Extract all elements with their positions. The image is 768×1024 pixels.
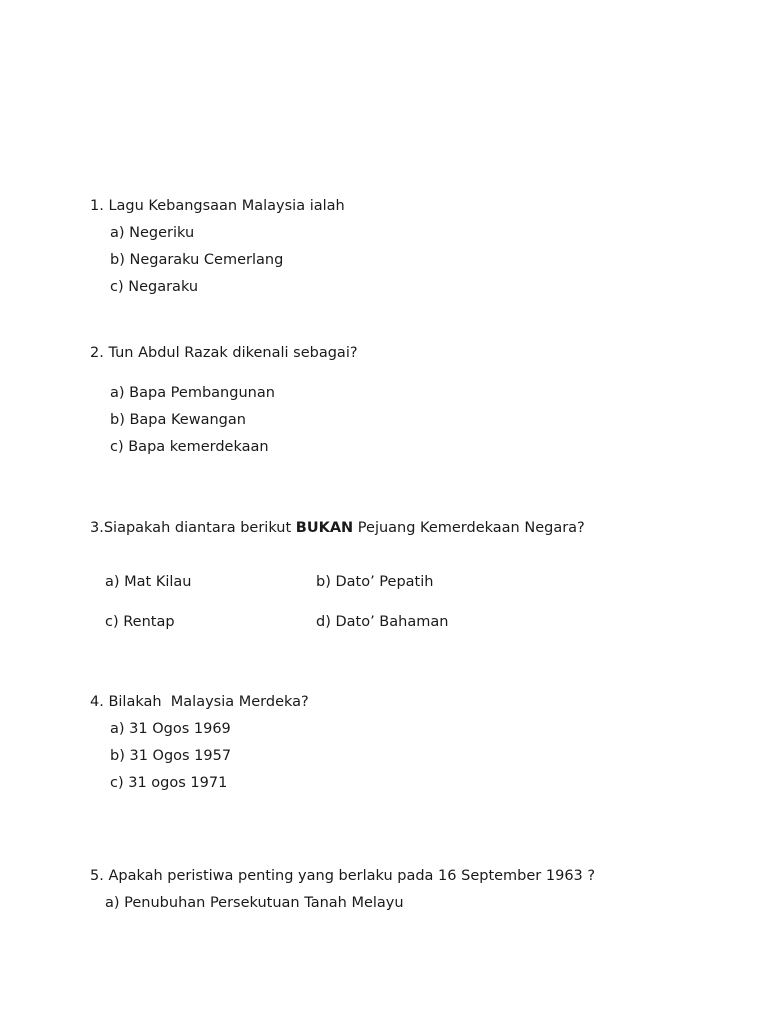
question-4-option-b: b) 31 Ogos 1957 bbox=[110, 748, 232, 764]
question-4-text: 4. Bilakah Malaysia Merdeka? bbox=[90, 694, 309, 710]
question-2-option-c: c) Bapa kemerdekaan bbox=[110, 439, 269, 455]
question-1-option-a: a) Negeriku bbox=[110, 225, 195, 241]
question-3-option-d: d) Dato’ Bahaman bbox=[316, 614, 449, 630]
question-3-text-before: 3.Siapakah diantara berikut bbox=[90, 520, 296, 536]
question-2-option-b: b) Bapa Kewangan bbox=[110, 412, 246, 428]
question-4-option-a: a) 31 Ogos 1969 bbox=[110, 721, 231, 737]
question-3-text-after: Pejuang Kemerdekaan Negara? bbox=[353, 520, 585, 536]
question-5-text: 5. Apakah peristiwa penting yang berlaku pada 16 September 1963 ? bbox=[90, 868, 596, 884]
question-2-text: 2. Tun Abdul Razak dikenali sebagai? bbox=[90, 345, 358, 361]
question-3-option-b: b) Dato’ Pepatih bbox=[316, 574, 434, 590]
question-1-option-b: b) Negaraku Cemerlang bbox=[110, 252, 284, 268]
question-3-text bbox=[90, 519, 585, 537]
question-2-option-a: a) Bapa Pembangunan bbox=[110, 385, 275, 401]
question-4-option-c: c) 31 ogos 1971 bbox=[110, 775, 228, 791]
question-1-text: 1. Lagu Kebangsaan Malaysia ialah bbox=[90, 198, 345, 214]
question-5-option-a: a) Penubuhan Persekutuan Tanah Melayu bbox=[105, 895, 404, 911]
question-3-option-c: c) Rentap bbox=[105, 614, 175, 630]
question-3-text-bold: BUKAN bbox=[295, 520, 354, 536]
question-1-option-c: c) Negaraku bbox=[110, 279, 199, 295]
question-3-option-a: a) Mat Kilau bbox=[105, 574, 192, 590]
